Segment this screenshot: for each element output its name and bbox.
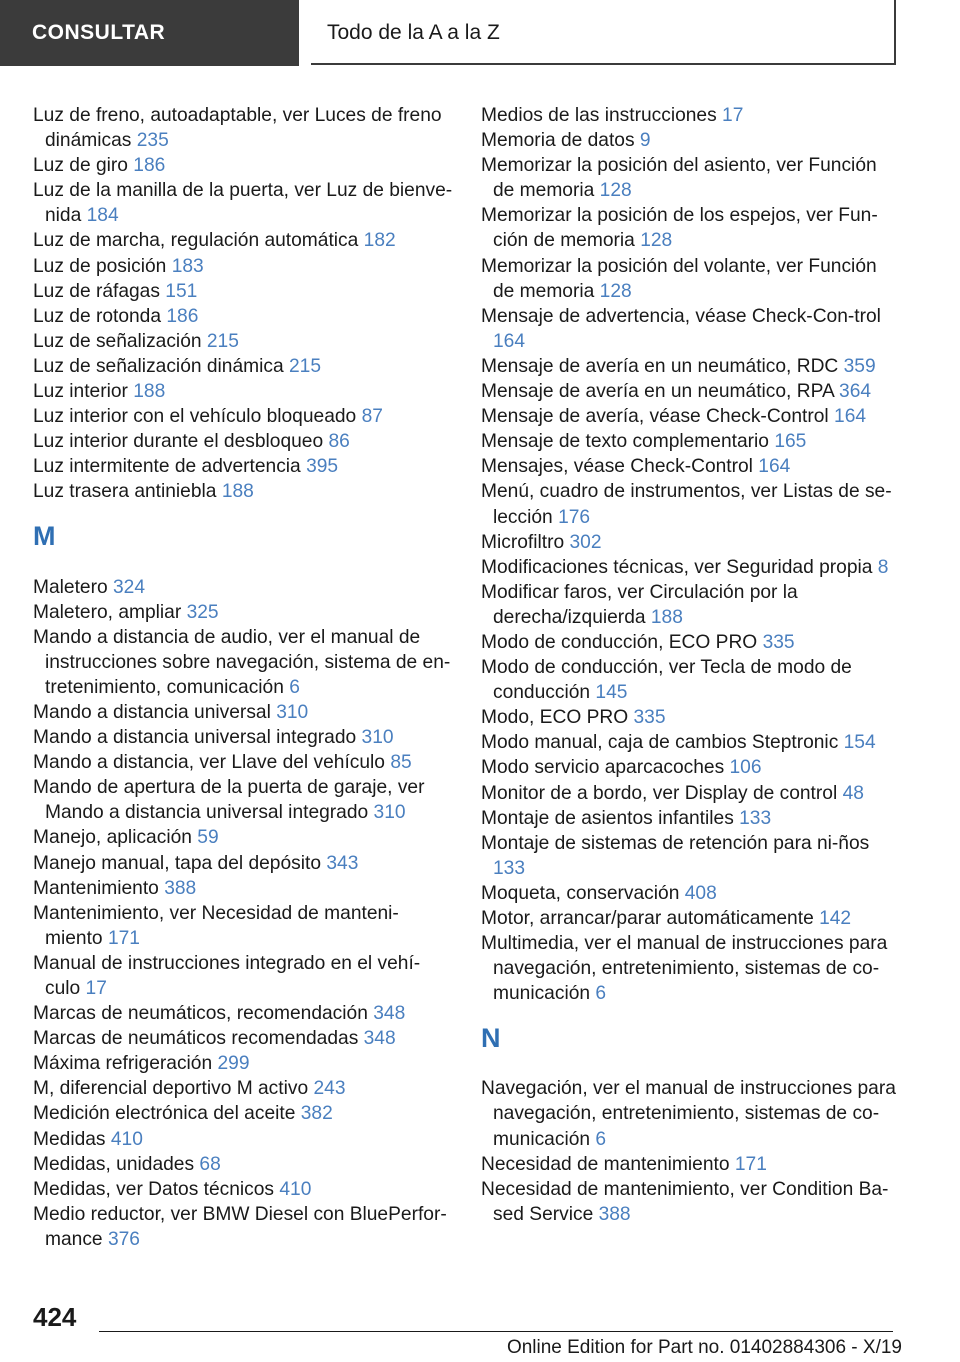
index-letter-heading: M [33,520,56,551]
page-reference-link[interactable]: 86 [328,431,350,453]
index-entry [481,755,901,780]
index-entry [481,429,901,454]
page-reference-link[interactable]: 382 [300,1103,333,1125]
index-entry-text: Mando a distancia, ver Llave del vehículo [33,752,385,774]
index-entry [481,655,901,705]
page-reference-link[interactable]: 182 [363,230,396,252]
index-entry [33,429,453,454]
page-reference-link[interactable]: 395 [306,456,339,478]
page-reference-link[interactable]: 106 [729,757,762,779]
index-entry [481,931,901,1006]
index-entry-text: Memorizar la posición del volante, ver Función de memoria [481,255,877,302]
header-bar [0,0,960,66]
footer-divider [99,1331,893,1332]
index-entry [481,630,901,655]
index-column-left [33,103,453,1252]
page-reference-link[interactable]: 364 [839,381,872,403]
index-entry-text: Monitor de a bordo, ver Display de control [481,782,838,804]
index-entry [33,379,453,404]
page-reference-link[interactable]: 133 [739,807,772,829]
index-entry-text: Microfiltro [481,531,565,553]
index-entry [33,1202,453,1252]
index-entry-text: Mantenimiento, ver Necesidad de manteni‐miento [33,902,399,949]
index-entry [33,103,453,153]
index-entry-text: Marcas de neumáticos recomendadas [33,1028,359,1050]
index-entry-text: Luz de marcha, regulación automática [33,230,359,252]
index-entry [33,575,453,600]
index-entry [33,1177,453,1202]
index-entry-text: Modificaciones técnicas, ver Seguridad propia [481,556,873,578]
page-reference-link[interactable]: 215 [289,355,322,377]
page-reference-link[interactable]: 176 [558,506,591,528]
page-reference-link[interactable]: 348 [363,1028,396,1050]
index-entry-text: Mensaje de avería, véase Check-Control [481,406,829,428]
index-entry [33,479,453,504]
index-entry-text: Memorizar la posición del asiento, ver Función de memoria [481,155,877,202]
index-entry-text: M, diferencial deportivo M activo [33,1078,309,1100]
index-entry-text: Medidas, ver Datos técnicos [33,1178,275,1200]
page-reference-link[interactable]: 348 [373,1003,406,1025]
page-reference-link[interactable]: 6 [595,1128,607,1150]
index-entry-text: Modo de conducción, ver Tecla de modo de conducción [481,657,852,704]
index-entry-text: Manejo manual, tapa del depósito [33,852,322,874]
index-entry-text: Medidas [33,1128,106,1150]
page-reference-link[interactable]: 48 [842,782,864,804]
index-entry-text: Manejo, aplicación [33,827,192,849]
page-reference-link[interactable]: 183 [171,255,204,277]
breadcrumb: Todo de la A a la Z [311,0,896,65]
index-entry-text: Luz de la manilla de la puerta, ver Luz de bienve‐nida [33,180,453,227]
index-entry [33,625,453,700]
index-entry-text: Modo servicio aparcacoches [481,757,725,779]
index-entry [481,806,901,831]
page-reference-link[interactable]: 410 [279,1178,312,1200]
index-column-right [481,103,901,1227]
page-reference-link[interactable]: 299 [217,1053,250,1075]
index-entry-text: Medición electrónica del aceite [33,1103,296,1125]
page-reference-link[interactable]: 235 [136,130,169,152]
page-reference-link[interactable]: 133 [493,857,526,879]
index-entry-text: Mando a distancia de audio, ver el manual de instrucciones sobre navegación, sistema de en‐tretenimiento, comunicación [33,626,451,698]
index-entry [33,1001,453,1026]
index-entry [481,304,901,354]
page-reference-link[interactable]: 128 [599,280,632,302]
index-entry [33,851,453,876]
index-entry-text: Mensajes, véase Check-Control [481,456,753,478]
page-reference-link[interactable]: 6 [289,676,300,698]
page-reference-link[interactable]: 17 [722,105,744,126]
page-reference-link[interactable]: 325 [186,601,219,623]
page-reference-link[interactable]: 151 [165,280,198,302]
index-entry [481,454,901,479]
index-entry [481,730,901,755]
index-entry [33,329,453,354]
page-reference-link[interactable]: 171 [107,927,140,949]
index-entry [481,1177,901,1227]
page-reference-link[interactable]: 164 [834,406,867,428]
index-entry-text: Luz de ráfagas [33,280,160,302]
index-entry-text: Máxima refrigeración [33,1053,213,1075]
page-reference-link[interactable]: 184 [86,205,119,227]
index-entry-text: Mando de apertura de la puerta de garaje, ver Mando a distancia universal integrado [33,777,425,824]
page-reference-link[interactable]: 388 [164,877,197,899]
index-entry [481,254,901,304]
page-reference-link[interactable]: 142 [819,908,852,929]
index-entry-text: Modo manual, caja de cambios Steptronic [481,732,839,754]
index-entry-text: Medio reductor, ver BMW Diesel con BluePerfor‐mance [33,1203,447,1250]
index-entry [33,1127,453,1152]
index-entry [481,881,901,906]
page-reference-link[interactable]: 410 [110,1128,143,1150]
index-entry-text: Medios de las instrucciones [481,105,717,126]
page-reference-link[interactable]: 145 [595,682,628,704]
page-reference-link[interactable]: 8 [877,556,889,578]
index-entry-text: Medidas, unidades [33,1153,195,1175]
index-entry [481,379,901,404]
page-reference-link[interactable]: 154 [843,732,876,754]
index-entry [481,153,901,203]
index-entry-text: Mando a distancia universal [33,701,271,723]
page-reference-link[interactable]: 376 [107,1228,140,1250]
index-entry-text: Maletero, ampliar [33,601,182,623]
index-entry-text: Luz de posición [33,255,167,277]
page-number: 424 [33,1302,77,1332]
index-entry [33,825,453,850]
page-reference-link[interactable]: 335 [633,707,666,729]
index-entry-text: Montaje de asientos infantiles [481,807,734,829]
page-reference-link[interactable]: 128 [599,180,632,202]
index-entry [33,228,453,253]
page-reference-link[interactable]: 310 [373,802,406,824]
index-entry [481,404,901,429]
page-reference-link[interactable]: 188 [221,481,254,503]
index-entry [33,951,453,1001]
index-entry-text: Montaje de sistemas de retención para ni‐ños [481,832,870,854]
index-entry [33,901,453,951]
index-entry [33,876,453,901]
index-entry-text: Marcas de neumáticos, recomendación [33,1003,368,1025]
index-entry [33,304,453,329]
index-entry-text: Memorizar la posición de los espejos, ver Fun‐ción de memoria [481,205,878,252]
index-entry [33,1152,453,1177]
index-entry [481,103,901,128]
page-reference-link[interactable]: 186 [166,305,199,327]
index-entry-text: Motor, arrancar/parar automáticamente [481,908,814,929]
index-entry-text: Luz de señalización [33,330,202,352]
index-entry [481,831,901,881]
page-reference-link[interactable]: 302 [569,531,602,553]
page-reference-link[interactable]: 215 [206,330,239,352]
index-entry-text: Luz de freno, autoadaptable, ver Luces de freno dinámicas [33,105,442,152]
page-reference-link[interactable]: 188 [133,381,166,403]
index-entry-text: Luz de rotonda [33,305,162,327]
index-entry-text: Mando a distancia universal integrado [33,727,357,749]
index-entry [33,700,453,725]
index-entry [33,178,453,228]
index-entry [33,279,453,304]
edition-note: Online Edition for Part no. 01402884306 - X/19 [506,1337,902,1358]
page-reference-link[interactable]: 359 [843,355,876,377]
section-tab[interactable]: CONSULTAR [0,0,299,66]
index-entry [33,454,453,479]
page-reference-link[interactable]: 68 [199,1153,221,1175]
index-entry [481,906,901,931]
index-entry [33,153,453,178]
index-entry [33,1026,453,1051]
index-entry-text: Mensaje de texto complementario [481,431,769,453]
index-entry-text: Luz trasera antiniebla [33,481,217,503]
index-entry-text: Mensaje de advertencia, véase Check-Con‐trol [481,305,881,327]
page-reference-link[interactable]: 343 [326,852,359,874]
page-reference-link[interactable]: 388 [598,1203,631,1225]
index-entry [33,254,453,279]
index-entry [33,1101,453,1126]
index-entry-text: Luz de señalización dinámica [33,355,284,377]
index-entry [481,781,901,806]
page-reference-link[interactable]: 128 [640,230,673,252]
index-entry-text: Modo, ECO PRO [481,707,629,729]
index-entry-text: Mensaje de avería en un neumático, RDC [481,355,839,377]
page-reference-link[interactable]: 164 [493,330,526,352]
index-entry-text: Mensaje de avería en un neumático, RPA [481,381,834,403]
index-entry-text: Luz interior con el vehículo bloqueado [33,406,357,428]
index-entry-text: Memoria de datos [481,130,635,152]
index-entry [33,1051,453,1076]
index-entry [481,479,901,529]
index-entry [33,404,453,429]
page-reference-link[interactable]: 9 [639,130,651,152]
index-entry-text: Luz intermitente de advertencia [33,456,301,478]
index-entry [33,725,453,750]
index-entry [33,1076,453,1101]
index-entry-text: Manual de instrucciones integrado en el vehí‐culo [33,952,421,999]
index-entry [481,128,901,153]
page-reference-link[interactable]: 165 [774,431,807,453]
index-entry [481,555,901,580]
index-entry [33,750,453,775]
index-entry-text: Multimedia, ver el manual de instrucciones para navegación, entretenimiento, sistemas de co‐municación [481,933,888,1005]
index-letter-heading: N [481,1023,501,1054]
index-entry-text: Moqueta, conservación [481,882,680,904]
index-entry [481,203,901,253]
page-reference-link[interactable]: 164 [758,456,791,478]
index-entry [481,1076,901,1151]
index-entry [481,354,901,379]
index-entry [481,705,901,730]
index-entry-text: Modo de conducción, ECO PRO [481,631,758,653]
page-reference-link[interactable]: 171 [734,1153,767,1175]
page-reference-link[interactable]: 310 [361,727,394,749]
index-entry-text: Maletero [33,576,108,598]
page-reference-link[interactable]: 85 [390,752,412,774]
index-entry [481,530,901,555]
page-reference-link[interactable]: 324 [113,576,146,598]
index-entry [33,354,453,379]
page-reference-link[interactable]: 6 [595,983,607,1005]
index-entry-text: Menú, cuadro de instrumentos, ver Listas de se‐lección [481,481,892,528]
index-entry [481,1152,901,1177]
index-entry [33,775,453,825]
index-entry-text: Luz de giro [33,155,128,177]
index-entry-text: Mantenimiento [33,877,159,899]
page-reference-link[interactable]: 188 [650,606,683,628]
page-reference-link[interactable]: 243 [313,1078,346,1100]
index-entry [481,580,901,630]
index-entry-text: Navegación, ver el manual de instrucciones para navegación, entretenimiento, sistemas de co‐municación [481,1078,896,1150]
page-reference-link[interactable]: 335 [762,631,795,653]
page-reference-link[interactable]: 87 [361,406,383,428]
index-entry-text: Necesidad de mantenimiento [481,1153,730,1175]
page-reference-link[interactable]: 408 [684,882,717,904]
page-reference-link[interactable]: 310 [276,701,309,723]
page-reference-link[interactable]: 17 [85,978,107,999]
index-entry [33,600,453,625]
page-reference-link[interactable]: 59 [197,827,219,849]
index-entry-text: Luz interior [33,381,128,403]
index-entry-text: Luz interior durante el desbloqueo [33,431,324,453]
page-reference-link[interactable]: 186 [133,155,166,177]
index-entry-text: Modificar faros, ver Circulación por la derecha/izquierda [481,581,798,628]
index-entry-text: Necesidad de mantenimiento, ver Condition Ba‐sed Service [481,1178,889,1225]
